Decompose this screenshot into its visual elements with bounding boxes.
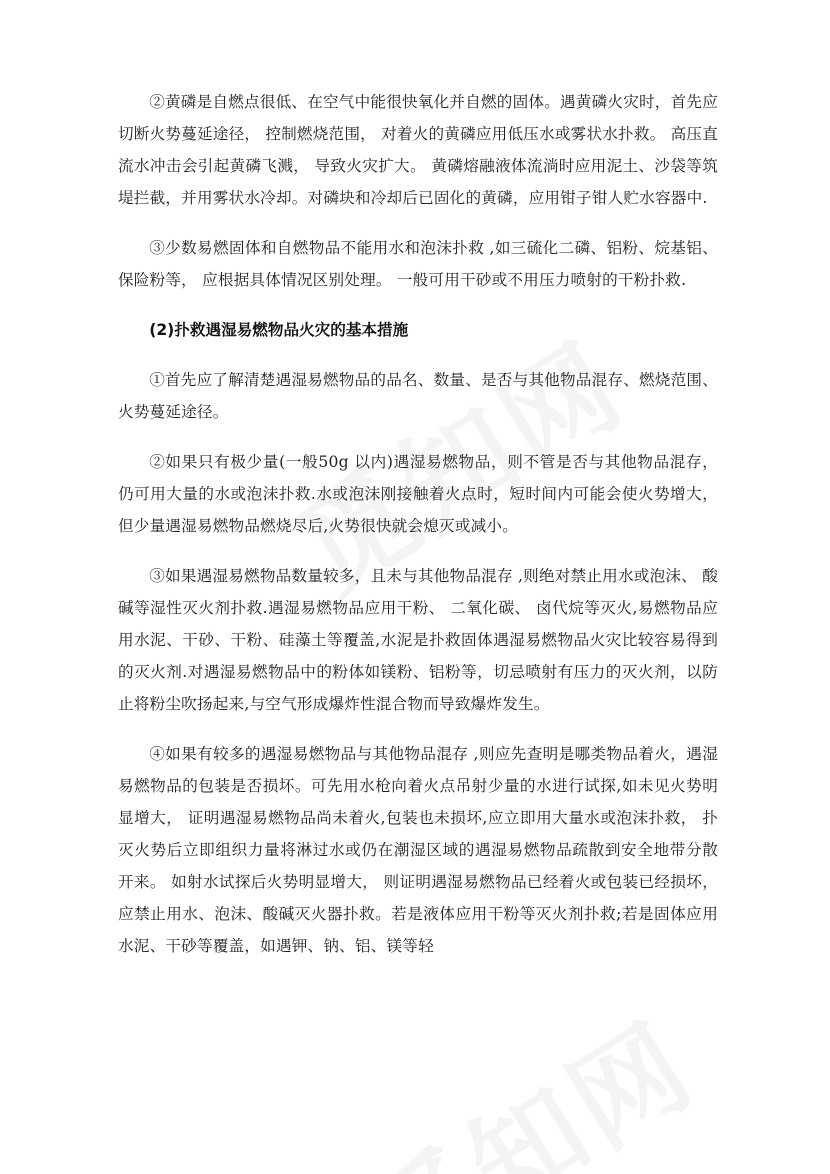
document-body bbox=[118, 86, 718, 980]
paragraph-large-quantity: ③如果遇湿易燃物品数量较多，且未与其他物品混存 ,则绝对禁止用水或泡沫、 酸碱等湿性灭火剂扑救.遇湿易燃物品应用干粉、 二氧化碳、 卤代烷等灭火,易燃物品应用水泥、干砂、干粉、硅藻土等覆盖,水泥是扑救固体遇湿易燃物品火灾比较容易得到的灭火剂.对遇湿易燃物品中的粉体如镁粉、铝粉等，切忌喷射有压力的灭火剂，以防止将粉尘吹扬起来,与空气形成爆炸性混合物而导致爆炸发生。 bbox=[118, 567, 718, 713]
paragraph-special-solids: ③少数易燃固体和自燃物品不能用水和泡沫扑救 ,如三硫化二磷、铝粉、烷基铝、 保险粉等， 应根据具体情况区别处理。 一般可用干砂或不用压力喷射的干粉扑救. bbox=[118, 239, 718, 289]
section-heading: (2)扑救遇湿易燃物品火灾的基本措施 bbox=[149, 321, 409, 339]
watermark-lower bbox=[334, 978, 720, 1174]
paragraph-identify-materials: ①首先应了解清楚遇湿易燃物品的品名、数量、是否与其他物品混存、燃烧范围、火势蔓延途径。 bbox=[118, 371, 718, 421]
paragraph-small-quantity: ②如果只有极少量(一般50g 以内)遇湿易燃物品，则不管是否与其他物品混存，仍可用大量的水或泡沫扑救.水或泡沫刚接触着火点时，短时间内可能会使火势增大，但少量遇湿易燃物品燃烧尽后,火势很快就会熄灭或减小。 bbox=[118, 453, 718, 535]
paragraph-mixed-storage: ④如果有较多的遇湿易燃物品与其他物品混存 ,则应先查明是哪类物品着火，遇湿易燃物品的包装是否损坏。可先用水枪向着火点吊射少量的水进行试探,如未见火势明显增大， 证明遇湿易燃物品尚未着火,包装也未损坏,应立即用大量水或泡沫扑救， 扑灭火势后立即组织力量将淋过水或仍在潮湿区域的遇湿易燃物品疏散到安全地带分散开来。 如射水试探后火势明显增大， 则证明遇湿易燃物品已经着火或包装已经损坏，应禁止用水、泡沫、酸碱灭火器扑救。若是液体应用干粉等灭火剂扑救;若是固体应用水泥、干砂等覆盖，如遇钾、钠、铝、镁等轻 bbox=[118, 745, 718, 955]
paragraph-yellow-phosphorus: ②黄磷是自燃点很低、在空气中能很快氧化并自燃的固体。遇黄磷火灾时，首先应切断火势蔓延途径， 控制燃烧范围， 对着火的黄磷应用低压水或雾状水扑救。 高压直流水冲击会引起黄磷飞溅， 导致火灾扩大。 黄磷熔融液体流淌时应用泥土、沙袋等筑堤拦截，并用雾状水冷却。对磷块和冷却后已固化的黄磷，应用钳子钳人贮水容器中. bbox=[118, 93, 718, 207]
